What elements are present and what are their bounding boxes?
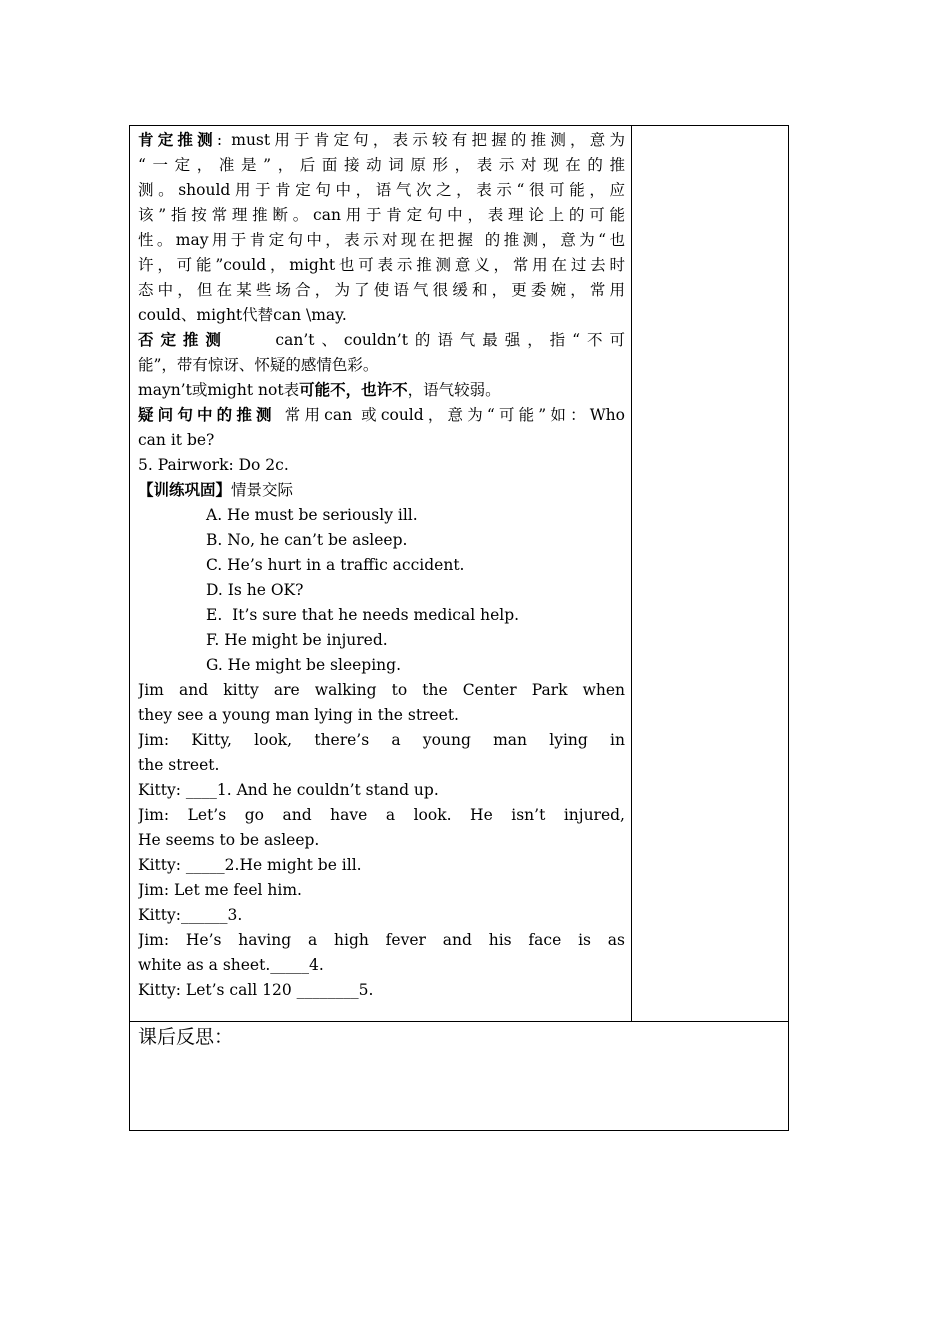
text-line: “一定，准是”，后面接动词原形，表示对现在的推 xyxy=(138,156,625,174)
text-line: 疑问句中的推测 常用can 或could，意为“可能”如：Who xyxy=(138,406,625,424)
dialogue-line: Jim: He’s having a high fever and his face is as xyxy=(138,931,625,949)
dialogue-line: Kitty:______3. xyxy=(138,906,243,924)
heading-practice: 【训练巩固】 xyxy=(138,481,232,499)
dialogue-line: the street. xyxy=(138,756,220,774)
option-item: C. He’s hurt in a traffic accident. xyxy=(206,556,465,574)
heading-question: 疑问句中的推测 xyxy=(138,406,276,424)
text-line: can it be? xyxy=(138,431,215,449)
dialogue-line: Kitty: _____2.He might be ill. xyxy=(138,856,362,874)
text-line: 性。may用于肯定句中，表示对现在把握 的推测，意为“也 xyxy=(138,231,625,249)
dialogue-line: Kitty: ____1. And he couldn’t stand up. xyxy=(138,781,439,799)
text-line: 许，可能”could，might也可表示推测意义，常用在过去时 xyxy=(138,256,625,274)
dialogue-line: Jim: Let me feel him. xyxy=(138,881,302,899)
reflection-cell xyxy=(130,1022,788,1130)
text-line: could、might代替can \may. xyxy=(138,306,347,324)
heading-negative: 否定推测 xyxy=(138,331,228,349)
dialogue-line: they see a young man lying in the street. xyxy=(138,706,459,724)
dialogue-line: Kitty: Let’s call 120 ________5. xyxy=(138,981,374,999)
option-item: A. He must be seriously ill. xyxy=(206,506,418,524)
option-item: B. No, he can’t be asleep. xyxy=(206,531,408,549)
reflection-title: 课后反思： xyxy=(138,1026,234,1048)
dialogue-line: white as a sheet._____4. xyxy=(138,956,324,974)
text-line: 态中，但在某些场合，为了使语气很缓和，更委婉，常用 xyxy=(138,281,625,299)
text-line: 5. Pairwork: Do 2c. xyxy=(138,456,289,474)
text-line: 该”指按常理推断。can用于肯定句中，表理论上的可能 xyxy=(138,206,625,224)
text-line: 【训练巩固】情景交际 xyxy=(138,481,294,499)
option-item: D. Is he OK? xyxy=(206,581,304,599)
lesson-table xyxy=(129,125,789,1131)
text-line: 能”，带有惊讶、怀疑的感情色彩。 xyxy=(138,356,379,374)
dialogue-line: Jim and kitty are walking to the Center Park when xyxy=(138,681,625,699)
option-item: G. He might be sleeping. xyxy=(206,656,402,674)
text-line: 肯定推测: must用于肯定句，表示较有把握的推测，意为 xyxy=(138,131,625,149)
text-line: 测。should用于肯定句中，语气次之，表示“很可能，应 xyxy=(138,181,625,199)
notes-cell xyxy=(632,126,788,1022)
dialogue-line: Jim: Kitty, look, there’s a young man lying in xyxy=(138,731,625,749)
heading-positive: 肯定推测 xyxy=(138,131,217,149)
dialogue-line: He seems to be asleep. xyxy=(138,831,320,849)
option-item: F. He might be injured. xyxy=(206,631,388,649)
content-cell xyxy=(130,126,632,1022)
text-line: mayn’t或might not表可能不，也许不，语气较弱。 xyxy=(138,381,501,399)
text-line: 否定推测 can’t、couldn’t的语气最强，指“不可 xyxy=(138,331,625,349)
option-item: E. It’s sure that he needs medical help. xyxy=(206,606,520,624)
dialogue-line: Jim: Let’s go and have a look. He isn’t injured, xyxy=(138,806,625,824)
